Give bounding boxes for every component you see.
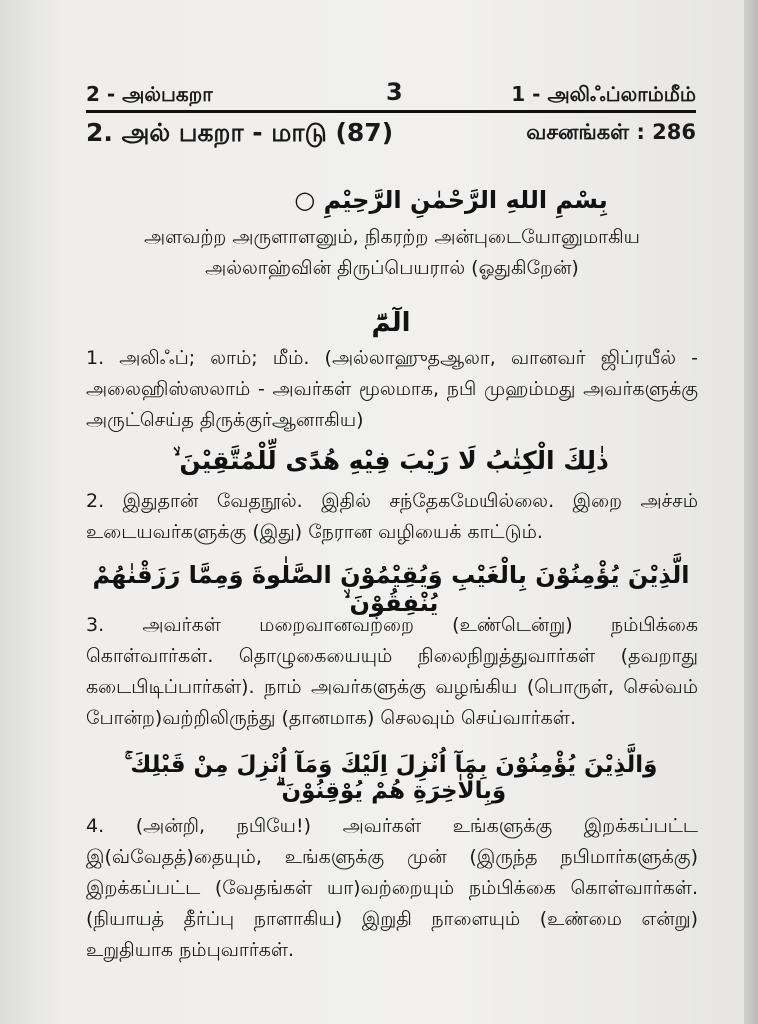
bismillah-translation-2: அல்லாஹ்வின் திருப்பெயரால் (ஓதுகிறேன்) [205, 257, 579, 279]
verse-4-arabic: وَالَّذِيْنَ يُؤْمِنُوْنَ بِمَآ اُنْزِلَ اِلَيْكَ وَمَآ اُنْزِلَ مِنْ قَبْلِكَ ۚ وَبِالْاٰخِرَةِ هُمْ يُوْقِنُوْنَ ۗ [124, 752, 658, 804]
surah-heading [86, 118, 696, 152]
verse-4-translation: 4. (அன்றி, நபியே!) அவர்கள் உங்களுக்கு இறக்கப்பட்ட இ(வ்வேதத்)தையும், உங்களுக்கு முன் (இருந்த நபிமார்களுக்கு) இறக்கப்பட்ட (வேதங்கள் யா)வற்றையும் நம்பிக்கை கொள்வார்கள். (நியாயத் தீர்ப்பு நாளாகிய) இறுதி நாளையும் (உண்மை என்று) உறுதியாக நம்புவார்கள். [86, 815, 698, 961]
verse-1-arabic: الٓمّٓ [371, 308, 411, 338]
running-header [86, 78, 696, 113]
surah-title: 2. அல் பகறா - மாடு (87) [86, 118, 394, 147]
verse-3-arabic: الَّذِيْنَ يُؤْمِنُوْنَ بِالْغَيْبِ وَيُقِيْمُوْنَ الصَّلٰوةَ وَمِمَّا رَزَقْنٰهُمْ يُنْفِقُوْنَ ۙ [92, 561, 690, 617]
page-edge [744, 0, 758, 1024]
page-number: 3 [386, 78, 403, 106]
verse-count: வசனங்கள் : 286 [526, 120, 696, 144]
bismillah-arabic: بِسْمِ اللهِ الرَّحْمٰنِ الرَّحِيْمِ ○ [294, 186, 608, 214]
verse-1-translation: 1. அலிஃப்; லாம்; மீம். (அல்லாஹுதஆலா, வானவர் ஜிப்ரயீல் - அலைஹிஸ்ஸலாம் - அவர்கள் மூலமாக, நபி முஹம்மது அவர்களுக்கு அருட்செய்த திருக்குர்ஆனாகிய) [86, 347, 698, 431]
verse-2-arabic: ذٰلِكَ الْكِتٰبُ لَا رَيْبَ فِيْهِ هُدًى لِّلْمُتَّقِيْنَ ۙ [173, 446, 609, 475]
verse-3-translation: 3. அவர்கள் மறைவானவற்றை (உண்டென்று) நம்பிக்கை கொள்வார்கள். தொழுகையையும் நிலைநிறுத்துவார்கள் (தவறாது கடைபிடிப்பார்கள்). நாம் அவர்களுக்கு வழங்கிய (பொருள், செல்வம் போன்ற)வற்றிலிருந்து (தானமாக) செலவும் செய்வார்கள். [86, 614, 698, 729]
bismillah-translation-1: அளவற்ற அருளாளனும், நிகரற்ற அன்புடையோனுமாகிய [144, 226, 640, 248]
header-right: 1 - அலிஃப்லாம்மீம் [511, 82, 696, 106]
header-left: 2 - அல்பகறா [86, 82, 213, 106]
verse-2-translation: 2. இதுதான் வேதநூல். இதில் சந்தேகமேயில்லை. இறை அச்சம் உடையவர்களுக்கு (இது) நேரான வழியைக் காட்டும். [86, 490, 698, 543]
